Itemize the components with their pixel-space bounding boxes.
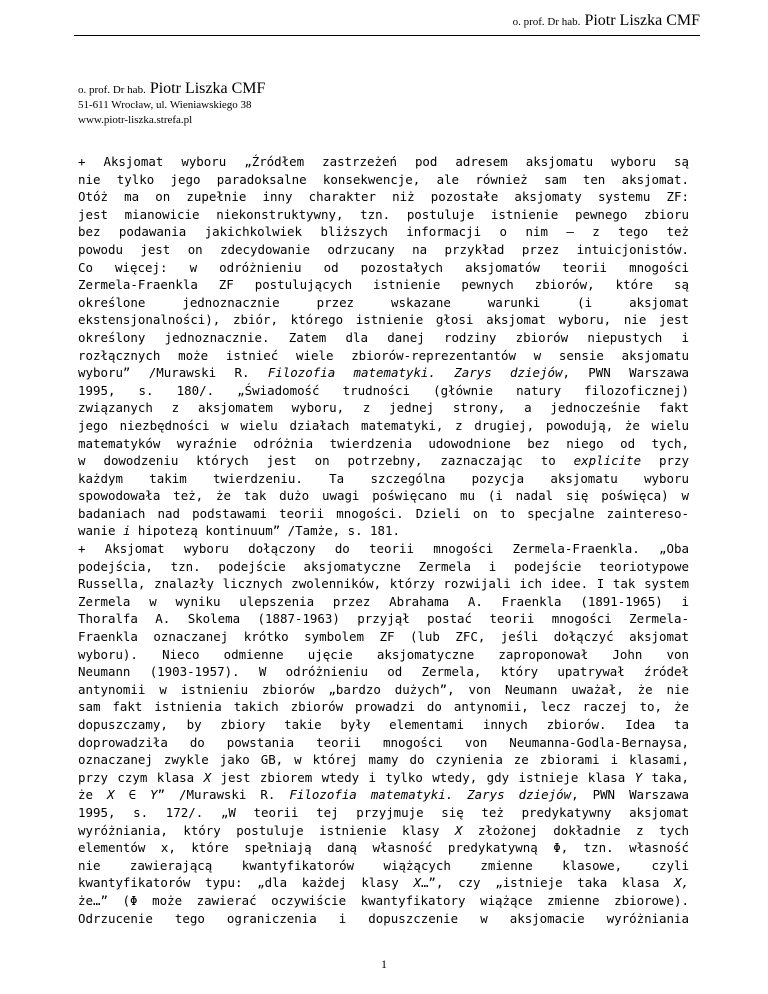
body-line xyxy=(78,435,689,453)
body-line xyxy=(78,628,689,646)
line-text: dopuszczamy, by zbiory takie były elementami innych zbiorów. Idea ta xyxy=(78,717,689,732)
line-text: Russella, znalazły licznych zwolenników, którzy rozwijali ich idee. I tak system xyxy=(78,576,689,592)
author-block xyxy=(78,80,265,128)
body-line xyxy=(78,417,689,435)
line-text: każdym takim twierdzeniu. Ta szczególna pozycja aksjomatu wyboru xyxy=(78,470,689,486)
line-text: oznaczanej zwykle jako GB, w której mamy do czynienia ze zbiorami i klasami, xyxy=(78,752,689,768)
line-text: związanych z aksjomatem wyboru, z jednej strony, a jednocześnie fakt xyxy=(78,400,689,416)
body-line xyxy=(78,646,689,664)
body-line xyxy=(78,575,689,593)
body-line xyxy=(78,505,689,523)
line-text: że…” (Φ może zawierać oczywiście kwantyfikatory wiążące zmienne zbiorowe). xyxy=(78,892,689,908)
line-text: Thoralfa A. Skolema (1887-1963) przyjął postać teorii mnogości Zermela- xyxy=(78,611,689,627)
line-text: określone jednoznacznie przez wskazane warunki (i aksjomat xyxy=(78,294,689,310)
body-line xyxy=(78,470,689,488)
body-line xyxy=(78,364,689,382)
body-line xyxy=(78,786,689,804)
line-text: 1995, s. 172/. „W teorii tej przyjmuje się też predykatywny aksjomat xyxy=(78,804,689,820)
line-text: elementów x, które spełniają daną własność predykatywną Φ, tzn. własność xyxy=(78,840,689,856)
line-text: określony jednoznacznie. Zatem dla danej rodziny zbiorów niepustych i xyxy=(78,329,689,345)
page-number: 1 xyxy=(381,957,387,971)
line-text: wyboru” /Murawski R. xyxy=(78,365,268,381)
running-header-title: o. prof. Dr hab. xyxy=(512,16,581,28)
line-text: , PWN Warszawa xyxy=(562,365,689,381)
body-line xyxy=(78,892,689,910)
body-line xyxy=(78,171,689,189)
italic-text: X ∈ Y xyxy=(107,787,158,803)
body-line xyxy=(78,452,689,470)
line-text: ” /Murawski R. xyxy=(157,787,290,803)
line-text: przy xyxy=(641,453,689,469)
italic-text: Y xyxy=(634,769,643,785)
body-line xyxy=(78,910,689,928)
body-line xyxy=(78,311,689,329)
line-text: wanie xyxy=(78,523,123,539)
body-line xyxy=(78,329,689,347)
line-text: hipotezą kontinuum” /Tamże, s. 181. xyxy=(130,523,401,539)
author-name: Piotr Liszka CMF xyxy=(149,80,266,97)
body-line xyxy=(78,382,689,400)
line-text: powodu jest on zdecydowanie odrzucany na przykład przez intuicjonistów. xyxy=(78,241,689,257)
author-address: 51-611 Wrocław, ul. Wieniawskiego 38 xyxy=(78,98,252,111)
running-header-name: Piotr Liszka CMF xyxy=(584,12,700,29)
body-line xyxy=(78,857,689,875)
line-text: …”, czy „istnieje taka klasa xyxy=(420,875,675,891)
line-text: nie tylko jego paradoksalne konsekwencje, ale również sam ten aksjomat. xyxy=(78,171,689,187)
line-text: antynomii w istnieniu zbiorów „bardzo dużych”, von Neumann uważał, że nie xyxy=(78,681,689,697)
line-text: jego niezbędności w wielu działach matematyki, z drugiej, powodują, że wielu xyxy=(78,417,689,433)
body-line xyxy=(78,276,689,294)
line-text: Zermela w wyniku ulepszenia przez Abrahama A. Fraenkla (1891-1965) i xyxy=(78,593,689,609)
line-text: Otóż ma on zupełnie inny charakter niż pozostałe aksjomaty systemu ZF: xyxy=(78,189,689,205)
line-text: sam fakt istnienia takich zbiorów prowadzi do antynomii, lecz raczej to, że xyxy=(78,699,689,715)
line-text: ekstensjonalności), zbiór, którego istnienie głosi aksjomat wyboru, nie jest xyxy=(78,312,689,328)
body-line xyxy=(78,610,689,628)
line-text: kwantyfikatorów typu: „dla każdej klasy xyxy=(78,875,414,891)
line-text: w dowodzeniu których jest on potrzebny, zaznaczając to xyxy=(78,453,574,469)
running-header xyxy=(513,12,700,30)
body-line xyxy=(78,716,689,734)
author-title: o. prof. Dr hab. xyxy=(78,84,146,96)
italic-text: Filozofia matematyki. Zarys dziejów xyxy=(289,787,572,803)
body-line xyxy=(78,698,689,716)
line-text: Neumann (1903-1957). W odróżnieniu od Zermela, który upatrywał źródeł xyxy=(78,664,689,680)
body-line xyxy=(78,188,689,206)
body-line xyxy=(78,241,689,259)
line-text: taka, xyxy=(642,769,689,785)
line-text: rozłącznych może istnieć wiele zbiorów-reprezentantów w sensie aksjomatu xyxy=(78,347,689,363)
line-text: wyróżniania, który postuluje istnienie klasy xyxy=(78,822,455,838)
italic-text: i xyxy=(122,523,131,539)
body-line xyxy=(78,663,689,681)
line-text: wyboru). Nieco odmienne ujęcie aksjomatyczne zaproponował John von xyxy=(78,646,689,662)
line-text: Odrzucenie tego ograniczenia i dopuszczenie w aksjomacie wyróżniania xyxy=(78,910,689,926)
body-line xyxy=(78,522,689,540)
line-text: że xyxy=(78,787,107,803)
line-text: + Aksjomat wyboru dołączony do teorii mnogości Zermela-Fraenkla. „Oba xyxy=(78,541,689,557)
body-line xyxy=(78,769,689,787)
line-text: podejścia, tzn. podejście aksjomatyczne Zermela i podejście teoriotypowe xyxy=(78,558,689,574)
line-text: spowodowała też, że tak dużo uwagi poświęcano mu (i nadal się poświęca) w xyxy=(78,488,689,504)
body-line xyxy=(78,839,689,857)
body-line xyxy=(78,751,689,769)
body-line xyxy=(78,153,689,171)
body-line xyxy=(78,487,689,505)
italic-text: X xyxy=(454,822,463,838)
body-line xyxy=(78,874,689,892)
body-line xyxy=(78,734,689,752)
line-text: przy czym klasa xyxy=(78,769,204,785)
italic-text: X xyxy=(203,769,212,785)
body-line xyxy=(78,223,689,241)
line-text: Zermela-Fraenkla ZF postulujących istnienie pewnych zbiorów, które są xyxy=(78,277,689,293)
line-text: bez podawania jakichkolwiek bliższych informacji o nim – z tego też xyxy=(78,224,689,240)
body-text xyxy=(78,153,689,927)
line-text: matematyków wyraźnie odróżnia twierdzenia udowodnione bez niego od tych, xyxy=(78,435,689,451)
line-text: złożonej dokładnie z tych xyxy=(462,822,689,838)
line-text: Co więcej: w odróżnieniu od pozostałych aksjomatów teorii mnogości xyxy=(78,259,689,275)
header-rule xyxy=(74,35,700,36)
line-text: , PWN Warszawa xyxy=(571,787,689,803)
line-text: jest zbiorem wtedy i tylko wtedy, gdy istnieje klasa xyxy=(211,769,635,785)
body-line xyxy=(78,206,689,224)
body-line xyxy=(78,399,689,417)
line-text: doprowadziła do powstania teorii mnogości von Neumanna-Godla-Bernaysa, xyxy=(78,734,689,750)
italic-text: Filozofia matematyki. Zarys dziejów xyxy=(267,365,563,381)
italic-text: explicite xyxy=(573,453,642,469)
body-line xyxy=(78,804,689,822)
line-text: Fraenkla oznaczanej krótko symbolem ZF (lub ZFC, jeśli dołączyć aksjomat xyxy=(78,629,689,645)
line-text: nie zawierającą kwantyfikatorów wiążących zmienne klasowe, czyli xyxy=(78,857,689,873)
body-line xyxy=(78,593,689,611)
body-line xyxy=(78,681,689,699)
line-text: badaniach nad podstawami teorii mnogości. Dzieli on to specjalne zaintereso- xyxy=(78,505,689,521)
body-line xyxy=(78,558,689,576)
body-line xyxy=(78,822,689,840)
body-line xyxy=(78,540,689,558)
body-line xyxy=(78,347,689,365)
body-line xyxy=(78,294,689,312)
italic-text: X, xyxy=(674,875,689,891)
line-text: + Aksjomat wyboru „Źródłem zastrzeżeń pod adresem aksjomatu wyboru są xyxy=(78,154,689,169)
body-line xyxy=(78,259,689,277)
author-website: www.piotr-liszka.strefa.pl xyxy=(78,113,193,126)
line-text: jest mianowicie niekonstruktywny, tzn. postuluje istnienie pewnego zbioru xyxy=(78,206,689,222)
line-text: 1995, s. 180/. „Świadomość trudności (głównie natury filozoficznej) xyxy=(78,382,689,398)
italic-text: X xyxy=(413,875,421,891)
